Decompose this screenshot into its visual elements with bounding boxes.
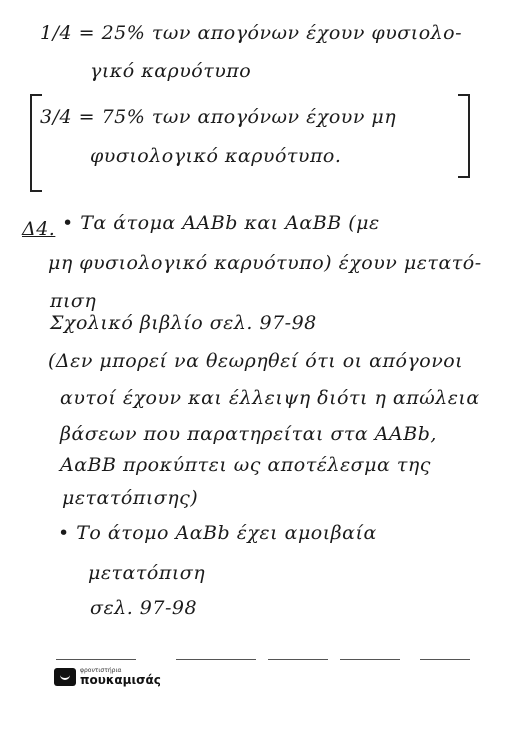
text-line: ΑαΒΒ προκύπτει ως αποτέλεσμα της [60,454,431,476]
text-line: • Τα άτομα ΑΑΒb και ΑαΒΒ (με [62,212,380,234]
footer-rule [420,659,470,660]
logo-subtitle: φροντιστήρια [80,667,122,674]
brand-logo [54,668,161,686]
text-line: μετατόπισης) [62,487,199,509]
text-line: 1/4 = 25% των απογόνων έχουν φυσιολο- [40,22,463,44]
text-line: σελ. 97-98 [90,597,198,619]
logo-title: πουκαμισάς [80,673,161,687]
footer-rule [340,659,400,660]
text-line: αυτοί έχουν και έλλειψη διότι η απώλεια [60,387,480,409]
text-line: βάσεων που παρατηρείται στα ΑΑΒb, [60,423,437,445]
text-line: • Το άτομο ΑαΒb έχει αμοιβαία [58,522,377,544]
logo-text [80,668,161,686]
logo-icon [54,668,76,686]
footer-rule [268,659,328,660]
text-line: Σχολικό βιβλίο σελ. 97-98 [50,312,317,334]
text-line: γικό καρυότυπο [90,60,252,82]
text-line: φυσιολογικό καρυότυπο. [90,145,342,167]
text-line: πιση [50,290,97,312]
footer-rule [176,659,256,660]
text-line: (Δεν μπορεί να θεωρηθεί ότι οι απόγονοι [48,350,464,372]
footer-rule [56,659,136,660]
text-line: 3/4 = 75% των απογόνων έχουν μη [40,106,397,128]
text-line: μη φυσιολογικό καρυότυπο) έχουν μετατό- [48,252,482,274]
section-label: Δ4. [22,218,56,240]
text-line: μετατόπιση [88,562,206,584]
bracket-right [458,94,470,178]
